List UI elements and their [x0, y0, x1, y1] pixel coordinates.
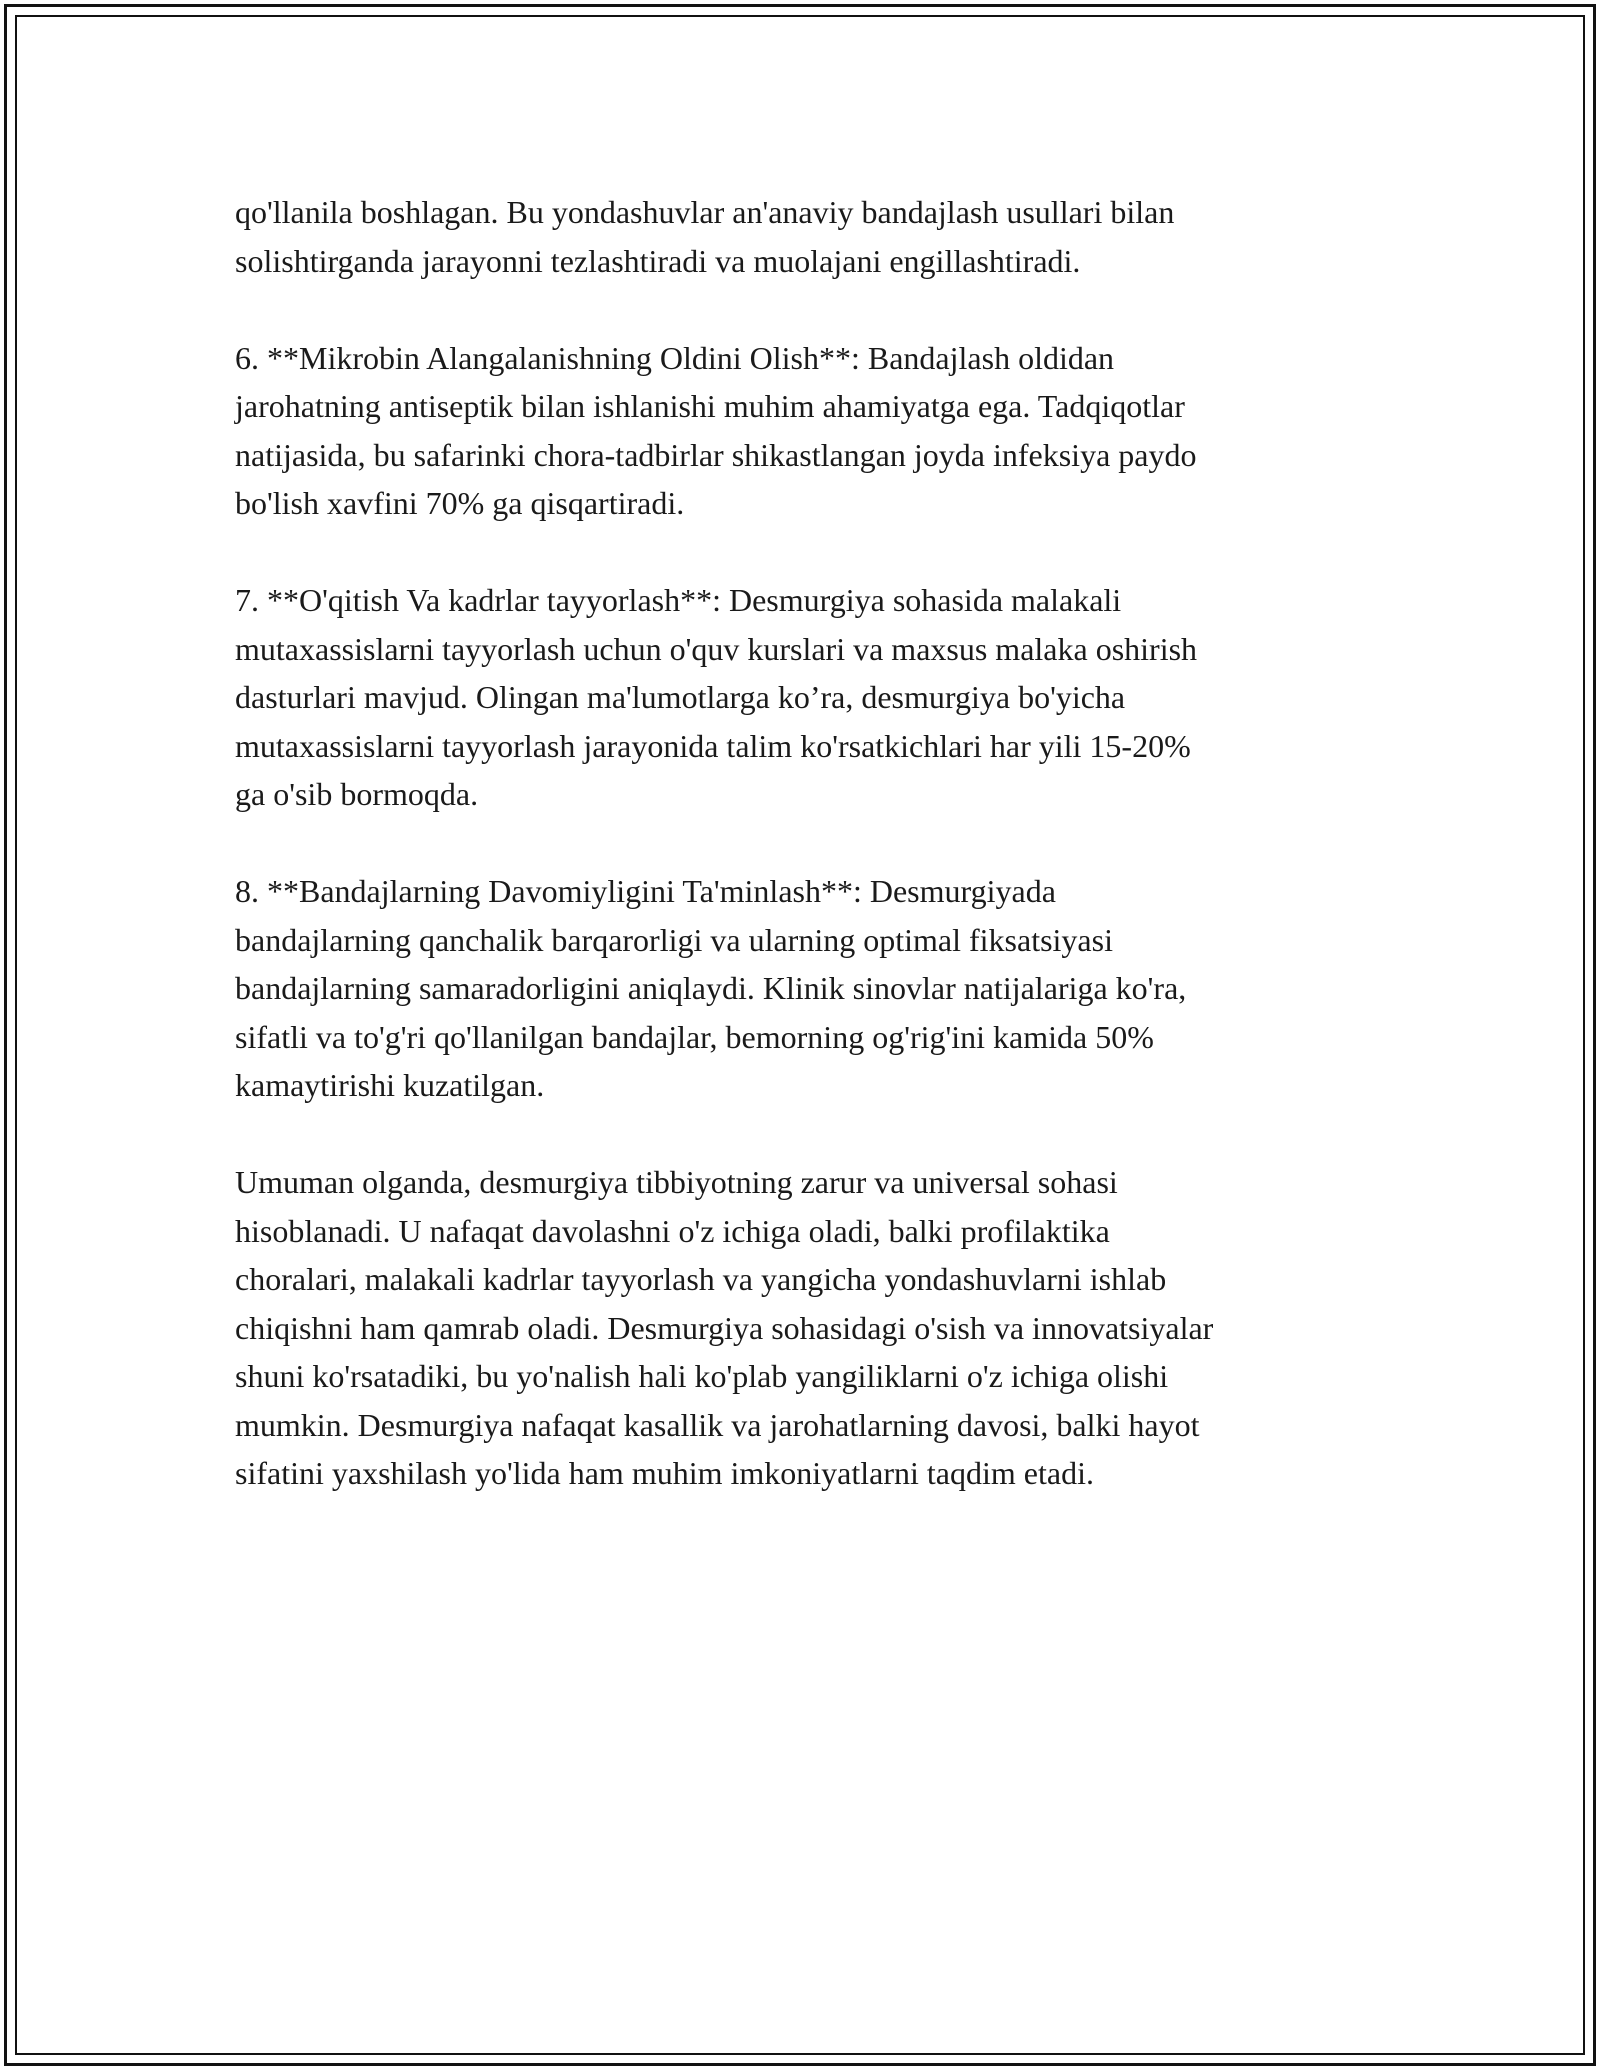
paragraph-conclusion: Umuman olganda, desmurgiya tibbiyotning zarur va universal sohasi hisoblanadi. U nafaqat davolashni o'z ichiga oladi, balki profilaktika choralari, malakali kadrlar tayyorlash va yangicha yondashuvlarni ishlab chiqishni ham qamrab oladi. Desmurgiya sohasidagi o'sish va innovatsiyalar shuni ko'rsatadiki, bu yo'nalish hali ko'plab yangiliklarni o'z ichiga olishi mumkin. Desmurgiya nafaqat kasallik va jarohatlarning davosi, balki hayot sifatini yaxshilash yo'lida ham muhim imkoniyatlarni taqdim etadi.	[235, 1164, 1214, 1491]
paragraph-continuation: qo'llanila boshlagan. Bu yondashuvlar an'anaviy bandajlash usullari bilan solishtirganda jarayonni tezlashtiradi va muolajani engillashtiradi.	[235, 194, 1175, 279]
paragraph-item-6: 6. **Mikrobin Alangalanishning Oldini Olish**: Bandajlash oldidan jarohatning antiseptik bilan ishlanishi muhim ahamiyatga ega. Tadqiqotlar natijasida, bu safarinki chora-tadbirlar shikastlangan joyda infeksiya paydo bo'lish xavfini 70% ga qisqartiradi.	[235, 339, 1197, 521]
paragraph-item-8: 8. **Bandajlarning Davomiyligini Ta'minlash**: Desmurgiyada bandajlarning qanchalik barqarorligi va ularning optimal fiksatsiyasi bandajlarning samaradorligini aniqlaydi. Klinik sinovlar natijalariga ko'ra, sifatli va to'g'ri qo'llanilgan bandajlar, bemorning og'rig'ini kamida 50% kamaytirishi kuzatilgan.	[235, 873, 1187, 1103]
document-body	[235, 188, 1385, 1546]
paragraph-item-7: 7. **O'qitish Va kadrlar tayyorlash**: Desmurgiya sohasida malakali mutaxassislarni tayyorlash uchun o'quv kurslari va maxsus malaka oshirish dasturlari mavjud. Olingan ma'lumotlarga ko’ra, desmurgiya bo'yicha mutaxassislarni tayyorlash jarayonida talim ko'rsatkichlari har yili 15-20% ga o'sib bormoqda.	[235, 582, 1198, 812]
